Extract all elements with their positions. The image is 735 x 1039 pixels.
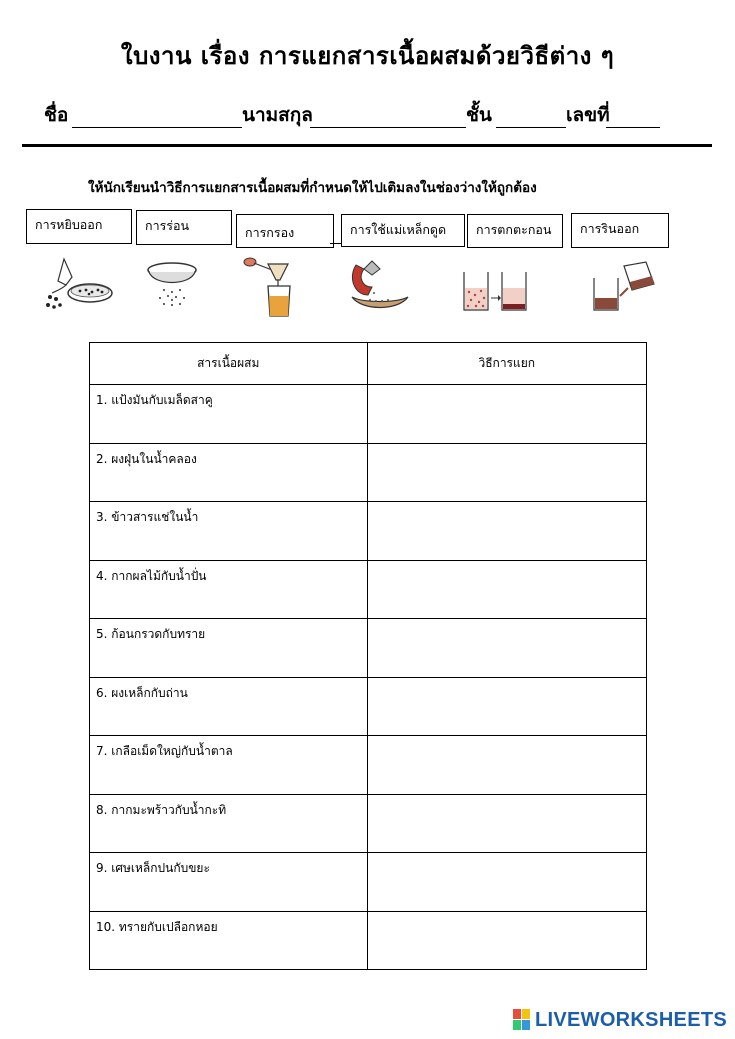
sieve-icon — [142, 260, 202, 312]
filter-funnel-icon — [240, 250, 300, 320]
table-row — [90, 677, 647, 736]
magnet-icon — [346, 255, 412, 313]
page-title: ใบงาน เรื่อง การแยกสารเนื้อผสมด้วยวิธีต่าง ๆ — [120, 42, 615, 70]
table-row — [90, 443, 647, 502]
method-answer-cell[interactable] — [367, 443, 646, 502]
table-header-row — [90, 343, 647, 385]
method-answer-cell[interactable] — [367, 502, 646, 561]
option-magnet[interactable]: การใช้แม่เหล็กดูด — [341, 214, 465, 247]
mixture-cell: 9. เศษเหล็กปนกับขยะ — [90, 853, 368, 912]
number-label: เลขที่ — [566, 104, 610, 126]
class-blank[interactable] — [496, 127, 566, 128]
column-header-mixture: สารเนื้อผสม — [90, 343, 368, 385]
method-answer-cell[interactable] — [367, 794, 646, 853]
surname-blank[interactable] — [310, 127, 466, 128]
table-row — [90, 911, 647, 970]
mixture-cell: 5. ก้อนกรวดกับทราย — [90, 619, 368, 678]
mixture-cell: 10. ทรายกับเปลือกหอย — [90, 911, 368, 970]
method-answer-cell[interactable] — [367, 736, 646, 795]
table-row — [90, 560, 647, 619]
option-sedimentation[interactable]: การตกตะกอน — [467, 214, 563, 248]
option-picking[interactable]: การหยิบออก — [26, 209, 132, 244]
surname-label: นามสกุล — [242, 104, 313, 126]
mixture-cell: 6. ผงเหล็กกับถ่าน — [90, 677, 368, 736]
table-row — [90, 385, 647, 444]
method-answer-cell[interactable] — [367, 385, 646, 444]
option-decanting[interactable]: การรินออก — [571, 213, 669, 248]
option-filtering[interactable]: การกรอง — [236, 214, 334, 248]
brand-text: LIVEWORKSHEETS — [535, 1008, 727, 1031]
method-answer-cell[interactable] — [367, 853, 646, 912]
instruction-text: ให้นักเรียนนำวิธีการแยกสารเนื้อผสมที่กำหนดให้ไปเติมลงในช่องว่างให้ถูกต้อง — [88, 180, 537, 196]
table-row — [90, 502, 647, 561]
table-row — [90, 794, 647, 853]
liveworksheets-logo-icon — [513, 1009, 531, 1031]
number-blank[interactable] — [606, 127, 660, 128]
table-row — [90, 853, 647, 912]
hand-picking-icon — [44, 255, 116, 313]
mixture-cell: 7. เกลือเม็ดใหญ่กับน้ำตาล — [90, 736, 368, 795]
mixture-table — [89, 342, 647, 970]
method-answer-cell[interactable] — [367, 560, 646, 619]
decanting-icon — [586, 260, 658, 314]
option-underline — [144, 244, 194, 245]
table-row — [90, 619, 647, 678]
method-answer-cell[interactable] — [367, 911, 646, 970]
liveworksheets-brand — [513, 1007, 727, 1033]
mixture-cell: 3. ข้าวสารแช่ในน้ำ — [90, 502, 368, 561]
mixture-cell: 8. กากมะพร้าวกับน้ำกะทิ — [90, 794, 368, 853]
method-answer-cell[interactable] — [367, 677, 646, 736]
table-row — [90, 736, 647, 795]
student-info-line — [44, 100, 674, 134]
mixture-cell: 2. ผงฝุ่นในน้ำคลอง — [90, 443, 368, 502]
class-label: ชั้น — [466, 104, 492, 126]
name-blank[interactable] — [72, 127, 242, 128]
option-sieving[interactable]: การร่อน — [136, 210, 232, 245]
method-answer-cell[interactable] — [367, 619, 646, 678]
header-divider — [22, 144, 712, 147]
mixture-cell: 4. กากผลไม้กับน้ำปั่น — [90, 560, 368, 619]
sedimentation-icon — [460, 268, 530, 314]
column-header-method: วิธีการแยก — [367, 343, 646, 385]
name-label: ชื่อ — [44, 104, 69, 126]
mixture-cell: 1. แป้งมันกับเมล็ดสาคู — [90, 385, 368, 444]
